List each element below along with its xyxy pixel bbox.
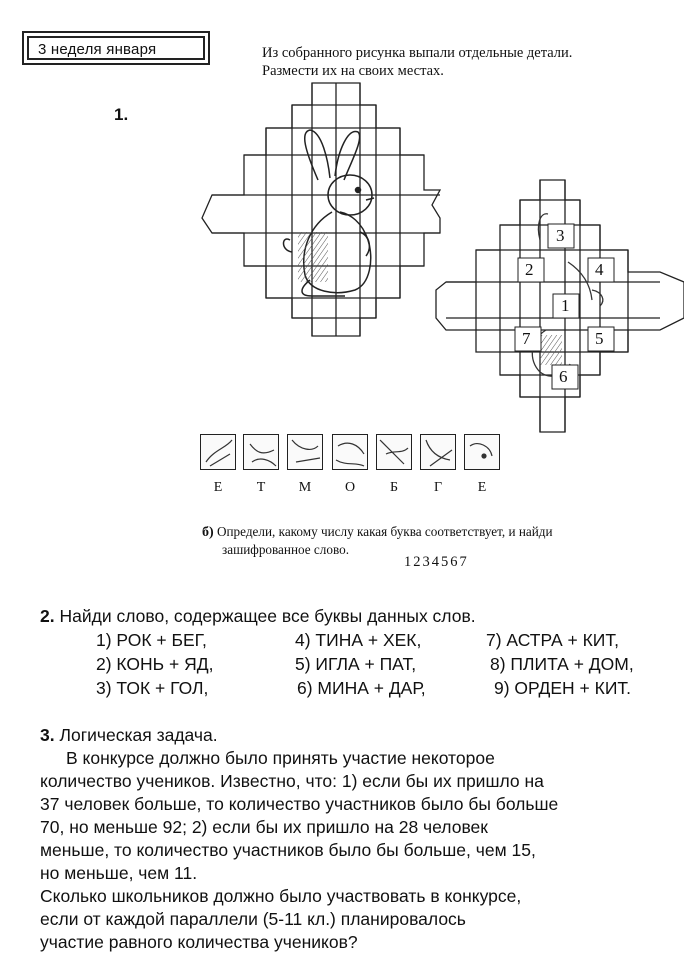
task-3-line-2: количество учеников. Известно, что: 1) если бы их пришло на [40,771,544,791]
grid-number-7: 7 [522,329,531,348]
puzzle-piece-6 [420,434,456,470]
strip-letter-1: Е [213,480,223,495]
part-b-text-2: зашифрованное слово. [222,542,349,557]
task-3-heading [40,723,218,747]
word-pair-3: 3) ТОК + ГОЛ, [96,678,209,698]
puzzle-piece-7 [464,434,500,470]
word-pair-2: 2) КОНЬ + ЯД, [96,654,214,674]
part-b-label: б) [202,525,214,540]
strip-letter-6: Г [433,480,443,495]
puzzle-piece-5 [376,434,412,470]
task-3-line-1: В конкурсе должно было принять участие некоторое [66,748,495,768]
task-3-line-4: 70, но меньше 92; 2) если бы их пришло на 28 человек [40,817,488,837]
task-3-line-3: 37 человек больше, то количество участников было бы больше [40,794,559,814]
puzzle-piece-2 [243,434,279,470]
puzzle-piece-4 [332,434,368,470]
task-2-heading [40,604,476,628]
grid-number-1: 1 [561,296,570,315]
strip-letter-5: Б [389,480,399,495]
task-2-prompt: Найди слово, содержащее все буквы данных слов. [59,606,476,626]
part-b-line-1 [202,523,684,541]
week-label: 3 неделя января [38,41,157,58]
word-pair-6: 6) МИНА + ДАР, [297,678,426,698]
cipher-digits: 1234567 [404,554,469,570]
task-2-number: 2. [40,606,55,626]
task-3-line-6: но меньше, чем 11. [40,863,198,883]
task-3-line-7: Сколько школьников должно было участвовать в конкурсе, [40,886,522,906]
strip-letter-7: Е [477,480,487,495]
puzzle-piece-3 [287,434,323,470]
task-3-line-8: если от каждой параллели (5-11 кл.) планировалось [40,909,466,929]
task-3-title: Логическая задача. [59,725,218,745]
grid-number-6: 6 [559,367,568,386]
grid-number-2: 2 [525,260,534,279]
grid-number-5: 5 [595,329,604,348]
intro-line-1: Из собранного рисунка выпали отдельные детали. [262,45,573,61]
strip-letter-2: Т [256,480,266,495]
word-pair-9: 9) ОРДЕН + КИТ. [494,678,632,698]
strip-letter-4: О [344,480,356,495]
part-b-text-1: Определи, какому числу какая буква соответствует, и найди [216,524,553,539]
task-3-number: 3. [40,725,55,745]
task-3-line-5: меньше, то количество участников было бы больше, чем 15, [40,840,536,860]
word-pair-8: 8) ПЛИТА + ДОМ, [490,654,634,674]
grid-number-4: 4 [595,260,604,279]
word-pair-7: 7) АСТРА + КИТ, [486,630,619,650]
intro-line-2: Размести их на своих местах. [262,63,444,79]
task-1-part-b [202,523,684,558]
word-pair-1: 1) РОК + БЕГ, [96,630,207,650]
word-pair-5: 5) ИГЛА + ПАТ, [295,654,417,674]
task-1-number: 1. [114,105,129,124]
word-pair-4: 4) ТИНА + ХЕК, [295,630,422,650]
grid-number-3: 3 [556,226,565,245]
puzzle-piece-1 [200,434,236,470]
task-3-line-9: участие равного количества учеников? [40,932,358,952]
left-puzzle-figure [202,83,440,336]
strip-letter-3: М [298,480,312,495]
